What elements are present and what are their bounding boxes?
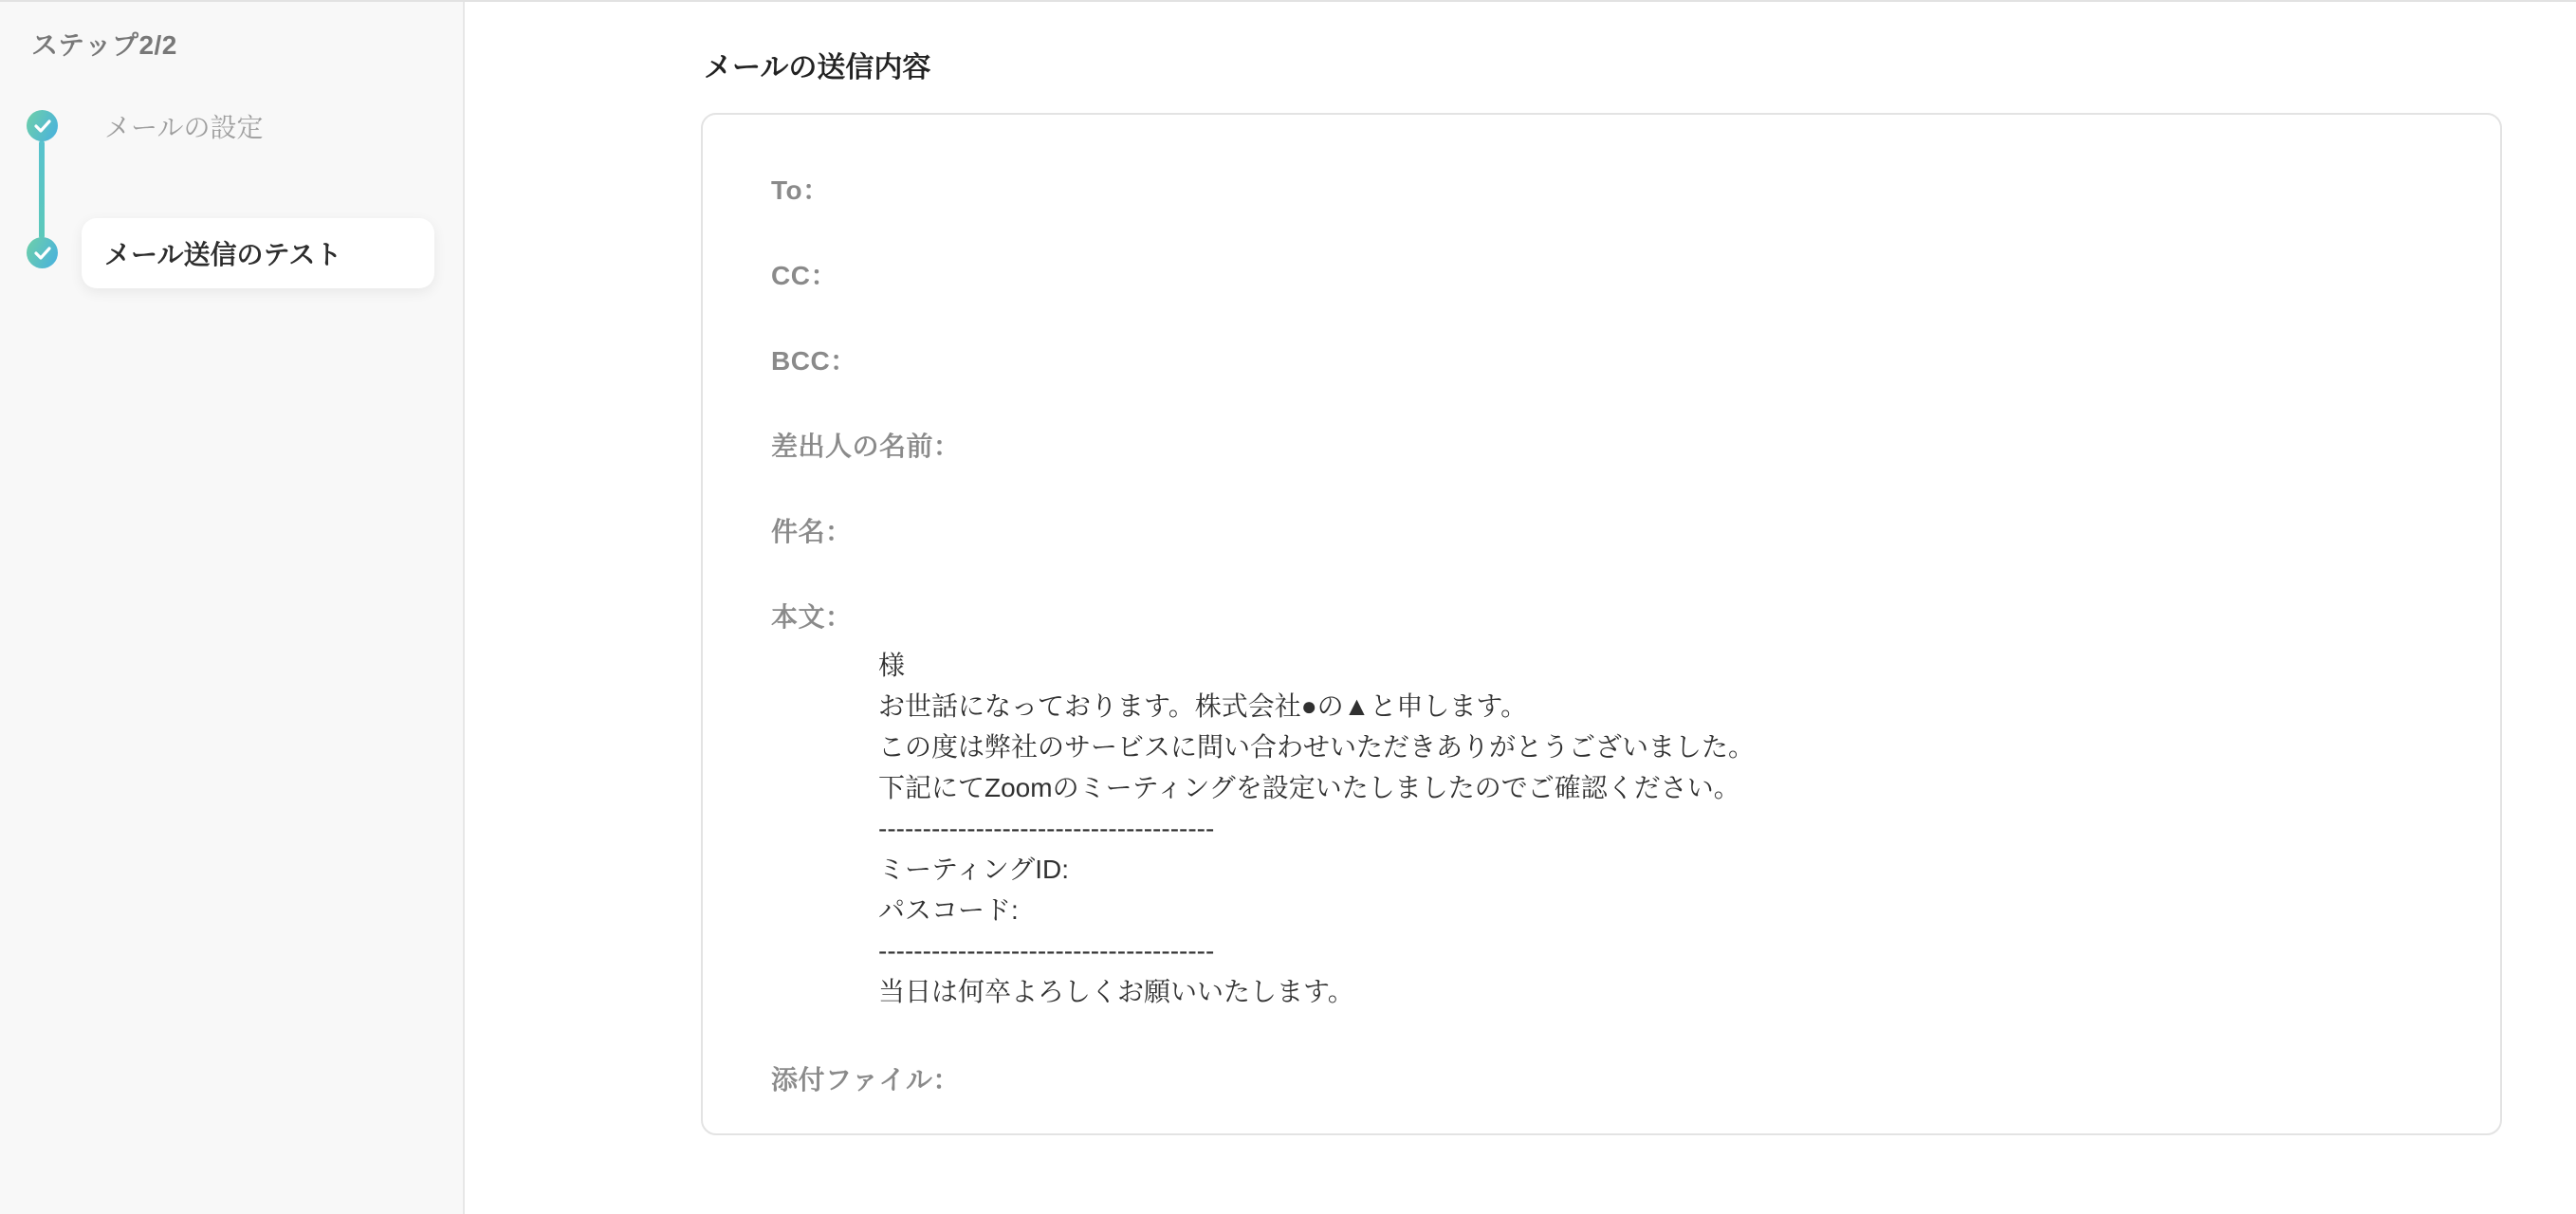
body-line: 様 [878,651,906,680]
field-label-bcc: BCC： [771,346,857,376]
check-icon [34,247,51,260]
body-line-meeting-id: ミーティングID: [878,855,1069,884]
check-icon [34,120,51,133]
email-body-text [771,645,2443,1012]
email-preview-box [701,113,2502,1135]
body-line-passcode: パスコード: [878,895,1019,925]
sidebar-item-mail-send-test[interactable] [82,218,434,288]
field-label-attachment: 添付ファイル： [771,1065,960,1094]
step-2-check-circle [27,237,58,268]
body-line: 当日は何卒よろしくお願いいたします。 [878,977,1354,1006]
body-line: この度は弊社のサービスに問い合わせいただきありがとうございました。 [878,732,1756,762]
field-label-body: 本文： [771,602,853,632]
step-indicator: ステップ2/2 [31,30,177,60]
field-label-cc: CC： [771,261,837,290]
body-separator-line: -------------------------------------- [878,936,1215,966]
body-line: お世話になっております。株式会社●の▲と申します。 [878,691,1528,721]
active-step-label: メール送信のテスト [104,240,342,269]
sidebar-item-mail-settings[interactable]: メールの設定 [104,113,264,142]
steps-sidebar [0,2,465,1214]
field-label-to: To： [771,175,830,205]
step-1-check-circle [27,110,58,141]
field-label-sender-name: 差出人の名前： [771,432,961,461]
main-content [467,2,2576,1214]
body-separator-line: -------------------------------------- [878,814,1215,843]
body-line: 下記にてZoomのミーティングを設定いたしましたのでご確認ください。 [878,773,1740,802]
stepper-connector-line [39,140,45,239]
page-title: メールの送信内容 [704,52,931,83]
field-label-subject: 件名： [771,517,853,546]
